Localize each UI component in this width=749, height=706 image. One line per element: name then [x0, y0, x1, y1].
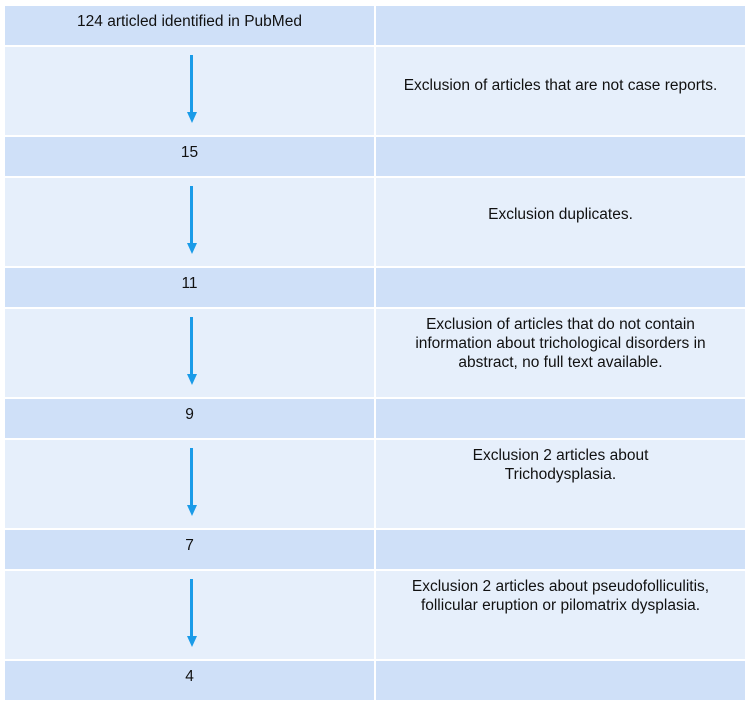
count-label: 15 [180, 144, 199, 161]
arrow-cell [5, 571, 374, 659]
exclusion-label: Exclusion of articles that are not case reports. [403, 77, 718, 94]
exclusion-cell [376, 47, 745, 135]
arrow-down-icon [187, 317, 197, 385]
empty-cell [376, 530, 745, 569]
arrow-cell [5, 440, 374, 528]
count-label: 4 [185, 668, 194, 685]
arrow-down-icon [187, 55, 197, 123]
exclusion-cell [376, 571, 745, 659]
count-label: 124 articled identified in PubMed [77, 13, 302, 30]
exclusion-label: Exclusion 2 articles about pseudofolliculitis, follicular eruption or pilomatrix dysplasia. [411, 578, 710, 614]
arrow-cell [5, 178, 374, 266]
count-cell [5, 268, 374, 307]
count-label: 9 [185, 406, 194, 423]
empty-cell [376, 268, 745, 307]
arrow-down-icon [187, 579, 197, 647]
count-cell [5, 399, 374, 438]
exclusion-label: Exclusion of articles that do not contain information about trichological disorders in abstract, no full text available. [415, 316, 706, 371]
empty-cell [376, 399, 745, 438]
count-cell [5, 530, 374, 569]
arrow-cell [5, 309, 374, 397]
exclusion-label: Exclusion duplicates. [488, 206, 633, 223]
count-cell [5, 6, 374, 45]
arrow-down-icon [187, 448, 197, 516]
count-cell [5, 661, 374, 700]
count-label: 7 [185, 537, 194, 554]
empty-cell [376, 661, 745, 700]
exclusion-cell [376, 178, 745, 266]
exclusion-cell [376, 309, 745, 397]
flow-diagram [5, 6, 745, 702]
empty-cell [376, 137, 745, 176]
arrow-cell [5, 47, 374, 135]
empty-cell [376, 6, 745, 45]
exclusion-label: Exclusion 2 articles about Trichodysplasia. [472, 447, 649, 483]
arrow-down-icon [187, 186, 197, 254]
count-label: 11 [181, 275, 198, 292]
count-cell [5, 137, 374, 176]
exclusion-cell [376, 440, 745, 528]
